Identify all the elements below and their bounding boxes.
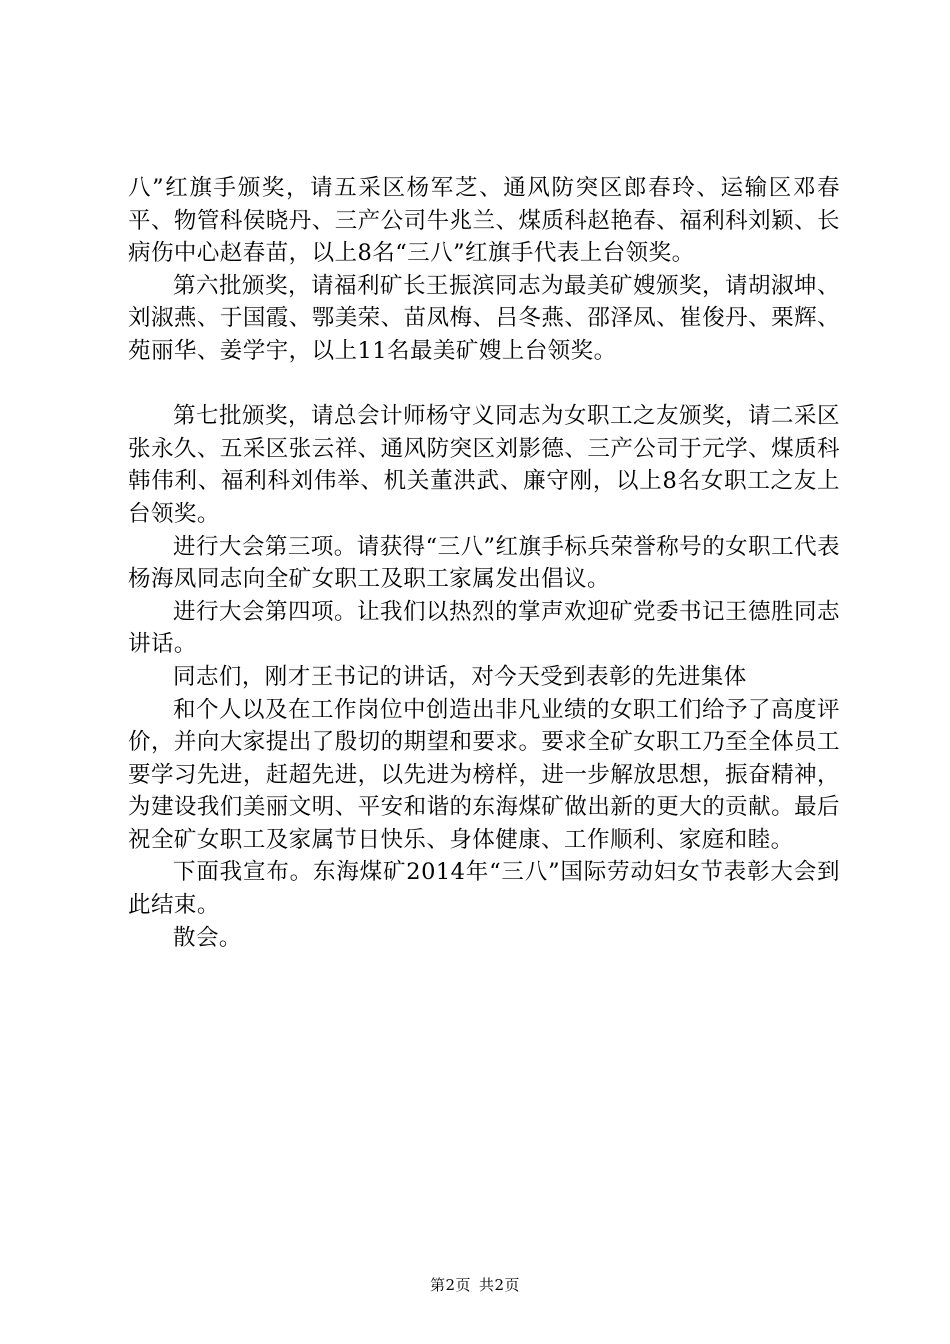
page-number-current: 第2页	[429, 1276, 471, 1294]
paragraph: 第六批颁奖，请福利矿长王振滨同志为最美矿嫂颁奖，请胡淑坤、刘淑燕、于国霞、鄂美荣、苗凤梅、吕冬燕、邵泽凤、崔俊丹、栗辉、苑丽华、姜学宇，以上11名最美矿嫂上台领奖。	[128, 272, 840, 364]
paragraph: 同志们，刚才王书记的讲话，对今天受到表彰的先进集体	[173, 663, 747, 690]
paragraph: 散会。	[173, 924, 242, 951]
paragraph: 进行大会第四项。让我们以热烈的掌声欢迎矿党委书记王德胜同志讲话。	[128, 598, 840, 658]
document-body	[128, 172, 840, 954]
paragraph: 进行大会第三项。请获得“三八”红旗手标兵荣誉称号的女职工代表杨海凤同志向全矿女职工及职工家属发出倡议。	[128, 533, 840, 593]
page-number-total: 共2页	[479, 1276, 521, 1294]
paragraph: 第七批颁奖，请总会计师杨守义同志为女职工之友颁奖，请二采区张永久、五采区张云祥、通风防突区刘影德、三产公司于元学、煤质科韩伟利、福利科刘伟举、机关董洪武、廉守刚，以上8名女职工之友上台领奖。	[128, 403, 840, 527]
paragraph: 八”红旗手颁奖，请五采区杨军芝、通风防突区郎春玲、运输区邓春平、物管科侯晓丹、三产公司牛兆兰、煤质科赵艳春、福利科刘颖、长病伤中心赵春苗，以上8名“三八”红旗手代表上台领奖。	[128, 175, 840, 267]
page-footer	[0, 1274, 950, 1295]
paragraph: 下面我宣布。东海煤矿2014年“三八”国际劳动妇女节表彰大会到此结束。	[128, 859, 840, 919]
paragraph: 和个人以及在工作岗位中创造出非凡业绩的女职工们给予了高度评价，并向大家提出了殷切的期望和要求。要求全矿女职工乃至全体员工要学习先进，赶超先进，以先进为榜样，进一步解放思想，振奋精神，为建设我们美丽文明、平安和谐的东海煤矿做出新的更大的贡献。最后祝全矿女职工及家属节日快乐、身体健康、工作顺利、家庭和睦。	[128, 696, 840, 853]
